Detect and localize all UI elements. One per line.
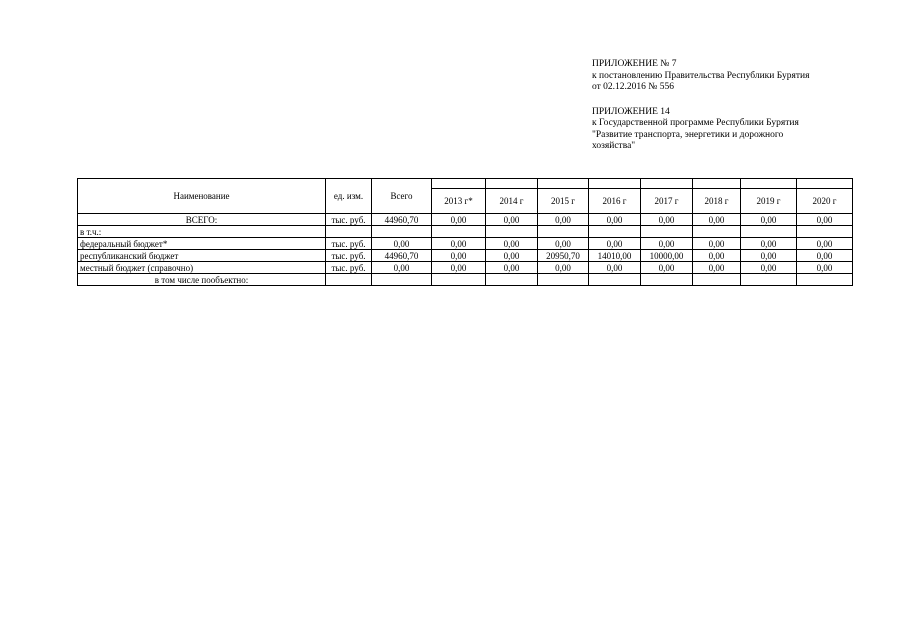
appendix-date: от 02.12.2016 № 556 — [592, 82, 674, 92]
row-value: 0,00 — [641, 214, 693, 226]
row-value: 0,00 — [741, 238, 797, 250]
header-year: 2020 г — [797, 189, 853, 214]
row-value: 0,00 — [797, 214, 853, 226]
row-value: 0,00 — [693, 250, 741, 262]
appendix-program-number: ПРИЛОЖЕНИЕ 14 — [592, 106, 670, 117]
row-value: 14010,00 — [589, 250, 641, 262]
row-total — [372, 226, 432, 238]
row-total: 0,00 — [372, 262, 432, 274]
header-year: 2013 г* — [432, 189, 486, 214]
row-value — [641, 226, 693, 238]
row-value: 0,00 — [693, 262, 741, 274]
header-blank — [641, 179, 693, 189]
row-value — [641, 274, 693, 286]
row-value: 0,00 — [432, 238, 486, 250]
row-value: 0,00 — [589, 238, 641, 250]
row-unit: тыс. руб. — [326, 262, 372, 274]
appendix-program-title-1: "Развитие транспорта, энергетики и дорожного — [592, 129, 784, 140]
row-value — [432, 226, 486, 238]
row-value: 0,00 — [741, 250, 797, 262]
header-year: 2014 г — [486, 189, 538, 214]
row-value: 0,00 — [641, 262, 693, 274]
row-value: 0,00 — [797, 250, 853, 262]
row-value — [741, 274, 797, 286]
header-year: 2015 г — [538, 189, 589, 214]
row-value: 0,00 — [538, 214, 589, 226]
header-blank — [693, 179, 741, 189]
header-year: 2019 г — [741, 189, 797, 214]
row-value — [589, 274, 641, 286]
row-value — [693, 274, 741, 286]
row-value: 0,00 — [432, 214, 486, 226]
appendix-program: к Государственной программе Республики Бурятия — [592, 118, 799, 128]
header-blank — [741, 179, 797, 189]
row-value: 0,00 — [432, 250, 486, 262]
row-value: 0,00 — [797, 262, 853, 274]
row-value: 0,00 — [741, 214, 797, 226]
appendix-number: ПРИЛОЖЕНИЕ № 7 — [592, 59, 677, 69]
row-value: 0,00 — [641, 238, 693, 250]
row-total — [372, 274, 432, 286]
header-year: 2018 г — [693, 189, 741, 214]
row-name: местный бюджет (справочно) — [78, 262, 326, 274]
table-row — [78, 262, 853, 274]
header-blank — [797, 179, 853, 189]
row-total: 44960,70 — [372, 250, 432, 262]
row-value: 0,00 — [486, 262, 538, 274]
row-unit: тыс. руб. — [326, 238, 372, 250]
table-row — [78, 274, 853, 286]
table-row — [78, 250, 853, 262]
appendix-resolution: к постановлению Правительства Республики Бурятия — [592, 70, 810, 81]
row-value: 0,00 — [693, 214, 741, 226]
row-name: республиканский бюджет — [78, 250, 326, 262]
header-blank — [538, 179, 589, 189]
row-value: 0,00 — [741, 262, 797, 274]
row-value — [797, 226, 853, 238]
row-value — [741, 226, 797, 238]
header-blank — [432, 179, 486, 189]
header-year: 2016 г — [589, 189, 641, 214]
header-blank — [589, 179, 641, 189]
table-header-row — [78, 179, 853, 189]
row-unit: тыс. руб. — [326, 250, 372, 262]
appendix-program-title-2: хозяйства" — [592, 141, 636, 151]
row-value — [589, 226, 641, 238]
appendix-header — [592, 59, 892, 153]
row-value — [797, 274, 853, 286]
row-unit — [326, 226, 372, 238]
row-value — [538, 274, 589, 286]
row-name: ВСЕГО: — [78, 214, 326, 226]
table-row — [78, 226, 853, 238]
header-blank — [486, 179, 538, 189]
row-value — [486, 226, 538, 238]
header-year: 2017 г — [641, 189, 693, 214]
row-value: 0,00 — [486, 238, 538, 250]
row-value — [693, 226, 741, 238]
row-value — [538, 226, 589, 238]
row-value: 20950,70 — [538, 250, 589, 262]
row-unit — [326, 274, 372, 286]
header-name: Наименование — [78, 179, 326, 214]
row-value: 0,00 — [797, 238, 853, 250]
row-value: 0,00 — [693, 238, 741, 250]
row-total: 0,00 — [372, 238, 432, 250]
row-name: федеральный бюджет* — [78, 238, 326, 250]
row-unit: тыс. руб. — [326, 214, 372, 226]
header-unit: ед. изм. — [326, 179, 372, 214]
budget-table — [77, 178, 853, 286]
row-value — [432, 274, 486, 286]
row-value: 0,00 — [589, 214, 641, 226]
row-total: 44960,70 — [372, 214, 432, 226]
row-name: в т.ч.: — [78, 226, 326, 238]
header-total: Всего — [372, 179, 432, 214]
row-value — [486, 274, 538, 286]
row-value: 0,00 — [432, 262, 486, 274]
row-value: 0,00 — [486, 214, 538, 226]
row-name: в том числе пообъектно: — [78, 274, 326, 286]
table-row — [78, 214, 853, 226]
row-value: 0,00 — [538, 238, 589, 250]
table-row — [78, 238, 853, 250]
row-value: 0,00 — [538, 262, 589, 274]
row-value: 10000,00 — [641, 250, 693, 262]
row-value: 0,00 — [486, 250, 538, 262]
row-value: 0,00 — [589, 262, 641, 274]
